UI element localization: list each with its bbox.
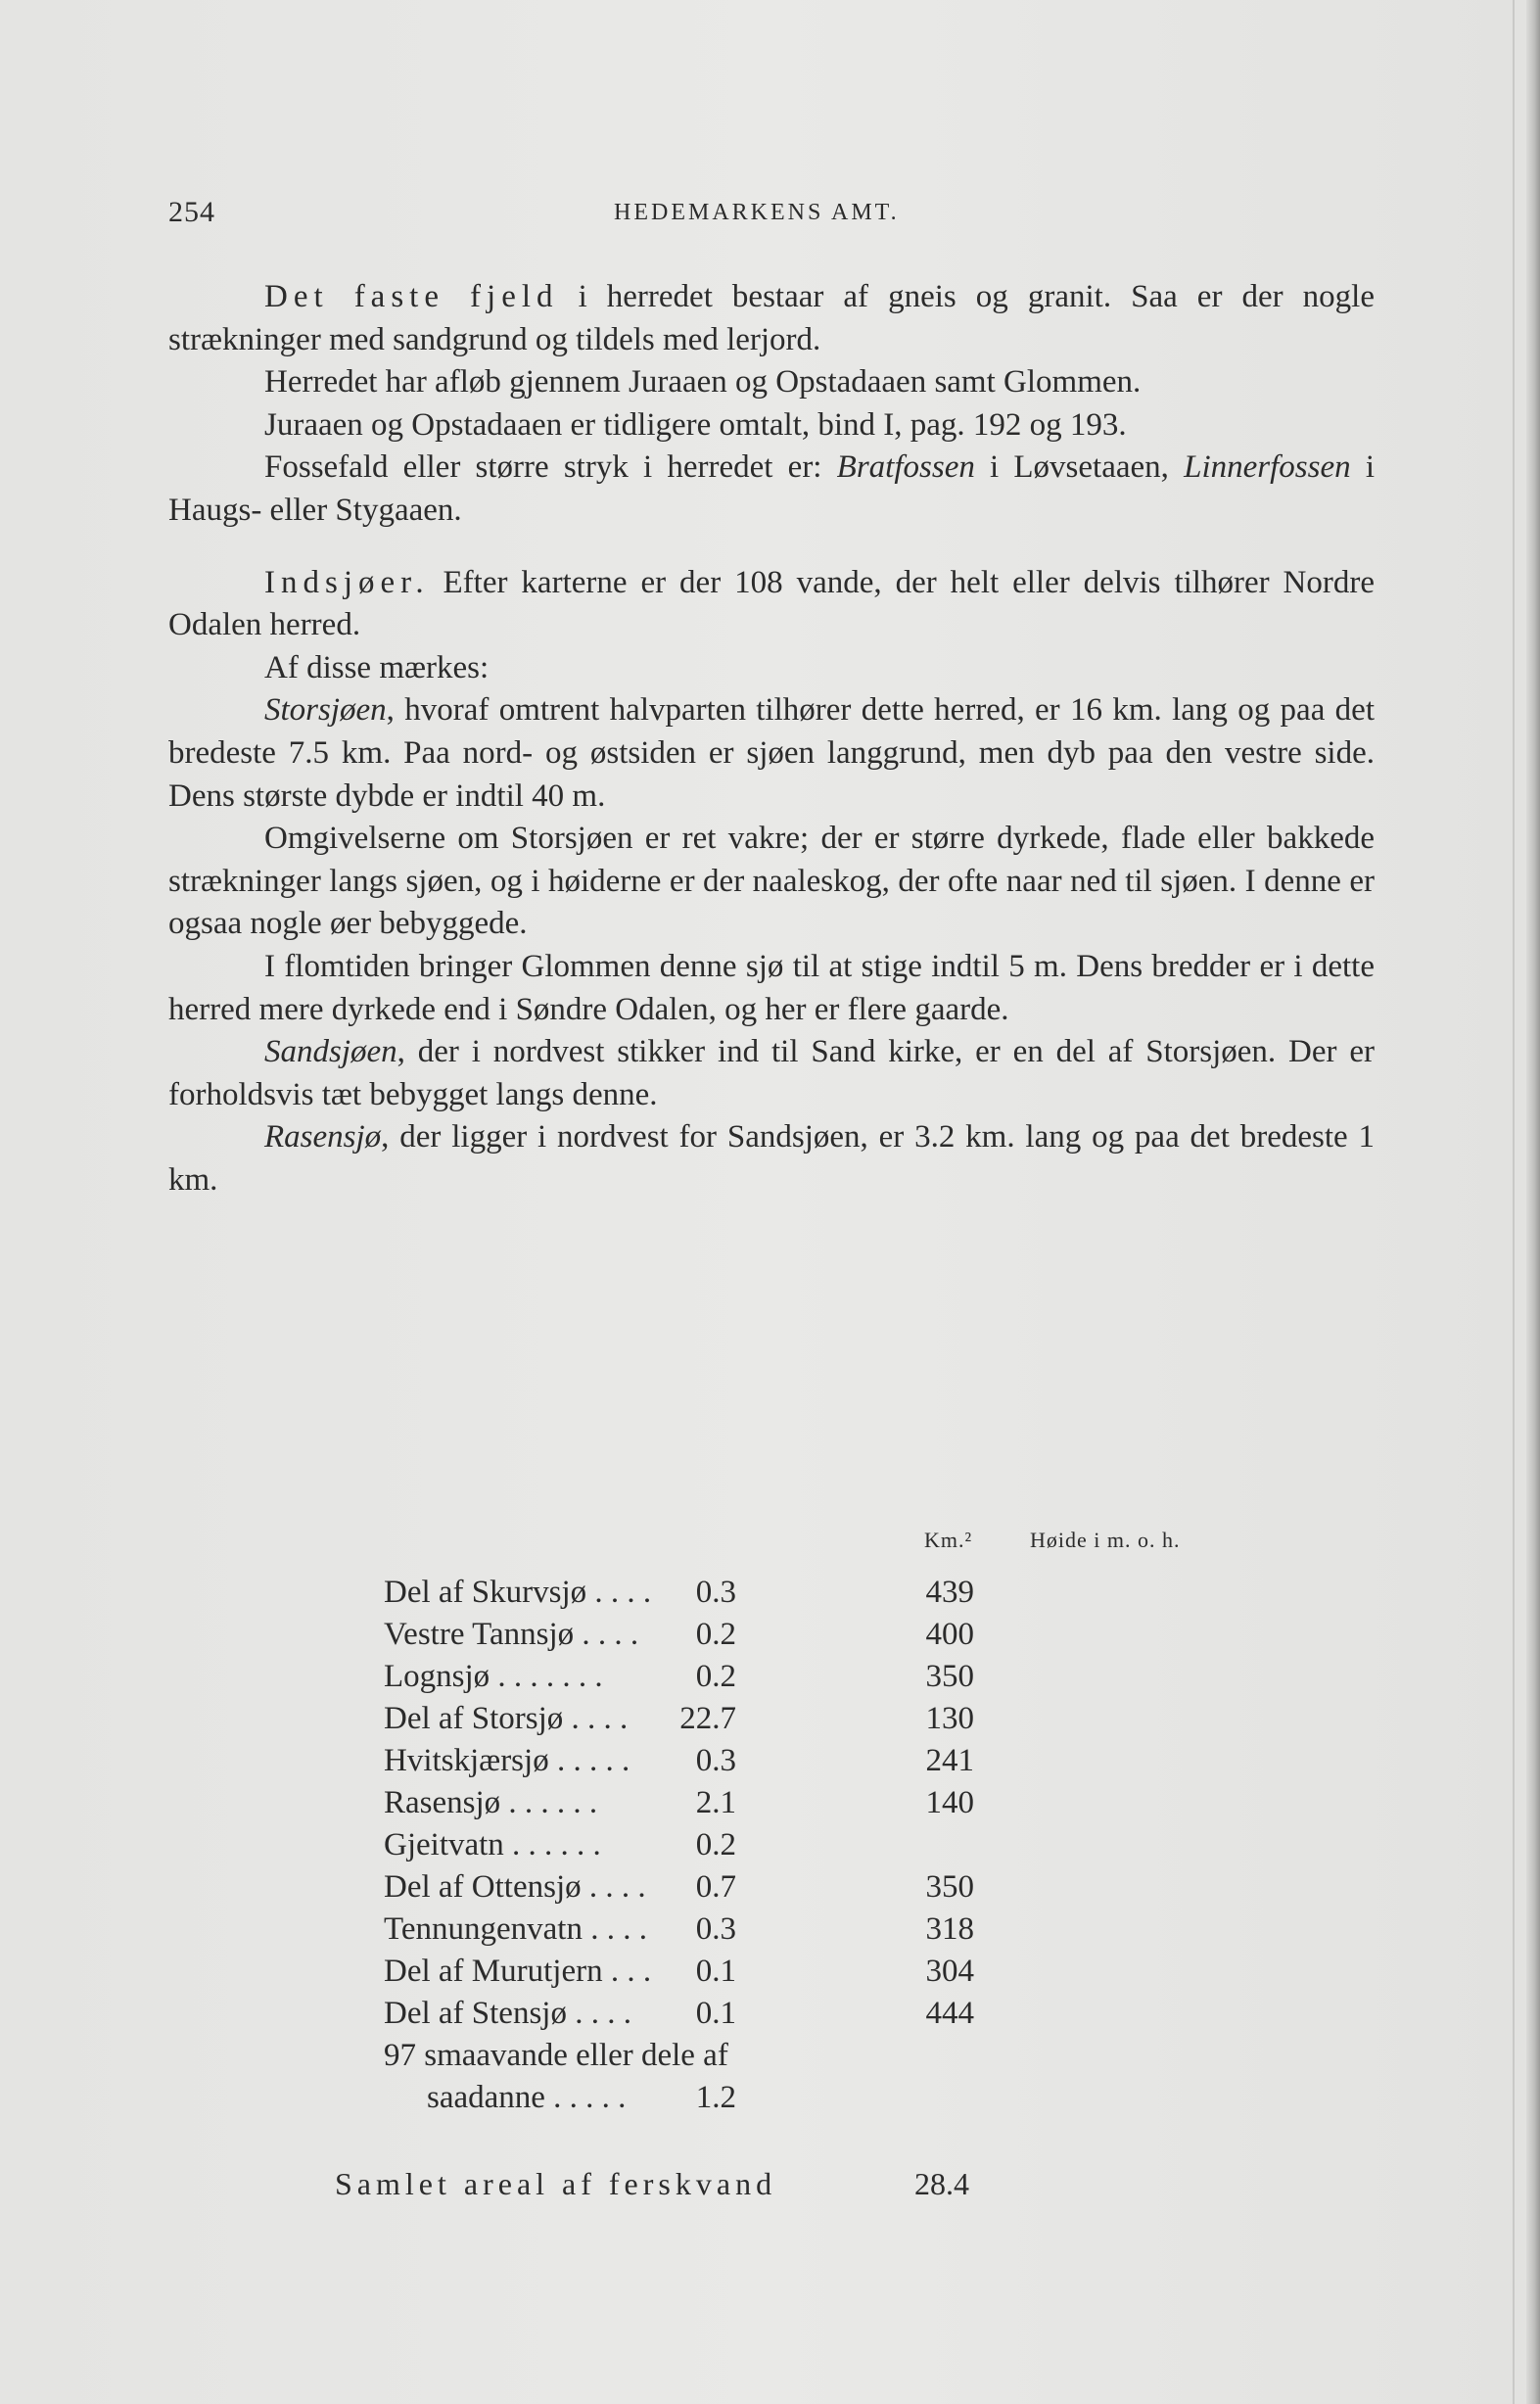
lake-name: Del af Storsjø . . . . <box>384 1701 629 1736</box>
paragraph-text: i Haugs- eller Stygaaen. <box>168 449 1375 528</box>
table-row <box>384 1659 1265 1701</box>
lake-name: Rasensjø . . . . . . <box>384 1785 598 1820</box>
paragraph-rasensjoe <box>168 1116 1375 1202</box>
page-edge-line <box>1513 0 1515 2404</box>
table-row <box>384 2038 1265 2080</box>
table-row <box>384 1743 1265 1785</box>
lake-name: Hvitskjærsjø . . . . . <box>384 1743 630 1778</box>
lake-area: 0.7 <box>695 1869 736 1905</box>
page-header <box>168 196 1373 235</box>
lake-height: 130 <box>925 1701 974 1736</box>
paragraph-text: Efter karterne er der 108 vande, der helt eller delvis tilhører Nordre Odalen herred. <box>168 564 1375 643</box>
spaced-heading: Indsjøer. <box>264 564 430 600</box>
table-row <box>384 1954 1265 1996</box>
lake-area: 1.2 <box>695 2080 736 2115</box>
italic-name: Rasensjø <box>264 1119 382 1155</box>
lake-height: 241 <box>925 1743 974 1778</box>
lake-name: saadanne . . . . . <box>427 2080 627 2115</box>
total-label: Samlet areal af ferskvand <box>335 2166 777 2201</box>
table-row <box>384 2080 1265 2122</box>
lake-area: 22.7 <box>679 1701 736 1736</box>
paragraph-fjeld <box>168 276 1375 361</box>
lake-area: 0.3 <box>695 1743 736 1778</box>
column-header-area: Km.² <box>924 1528 973 1552</box>
lake-height: 400 <box>925 1617 974 1652</box>
italic-name: Sandsjøen <box>264 1034 397 1070</box>
lake-area: 0.1 <box>695 1996 736 2031</box>
lake-height: 350 <box>925 1659 974 1694</box>
lake-name: Del af Ottensjø . . . . <box>384 1869 646 1905</box>
lake-height: 140 <box>925 1785 974 1820</box>
lake-area: 0.2 <box>695 1827 736 1862</box>
paragraph-afloeb: Herredet har afløb gjennem Juraaen og Opstadaaen samt Glommen. <box>264 364 1142 401</box>
lake-area: 0.3 <box>695 1911 736 1947</box>
paragraph-storsjoeen <box>168 689 1375 818</box>
lake-height: 304 <box>925 1954 974 1989</box>
column-header-height: Høide i m. o. h. <box>1030 1528 1181 1552</box>
paragraph-text: , der i nordvest stikker ind til Sand kirke, er en del af Storsjøen. Der er forholdsvis tæt bebygget langs denne. <box>168 1034 1375 1112</box>
table-row <box>384 1827 1265 1869</box>
paragraph-juraaen: Juraaen og Opstadaaen er tidligere omtalt, bind I, pag. 192 og 193. <box>264 406 1127 443</box>
italic-name: Storsjøen <box>264 692 387 729</box>
spaced-heading: Det faste fjeld <box>264 279 559 314</box>
running-title: HEDEMARKENS AMT. <box>614 200 900 225</box>
table-row <box>384 1617 1265 1659</box>
lake-area: 0.2 <box>695 1659 736 1694</box>
lake-height: 444 <box>925 1996 974 2031</box>
table-row <box>384 1785 1265 1827</box>
lake-name: Tennungenvatn . . . . <box>384 1911 647 1947</box>
paragraph-text: , der ligger i nordvest for Sandsjøen, er 3.2 km. lang og paa det bredeste 1 km. <box>168 1119 1375 1198</box>
page-edge <box>1526 0 1540 2404</box>
paragraph-indsjoeer <box>168 562 1375 647</box>
total-value: 28.4 <box>914 2166 969 2201</box>
body-text <box>168 276 1375 1202</box>
lake-name: Del af Stensjø . . . . <box>384 1996 631 2031</box>
lake-name: Del af Murutjern . . . <box>384 1954 652 1989</box>
paragraph-text: , hvoraf omtrent halvparten tilhører dette herred, er 16 km. lang og paa det bredeste 7.5 km. Paa nord- og østsiden er sjøen langgrund, men dyb paa den vestre side. Dens største dybde er indtil 40 m. <box>168 692 1375 814</box>
paragraph-text: i herredet bestaar af gneis og granit. Saa er der nogle strækninger med sandgrund og tildels med lerjord. <box>168 279 1375 357</box>
lake-name: Del af Skurvsjø . . . . <box>384 1575 652 1610</box>
lake-area: 0.2 <box>695 1617 736 1652</box>
lake-name: Lognsjø . . . . . . . <box>384 1659 603 1694</box>
italic-name: Linnerfossen <box>1184 449 1351 486</box>
table-row <box>384 1701 1265 1743</box>
paragraph-text: Fossefald eller større stryk i herredet er: <box>264 449 837 486</box>
table-row <box>384 1996 1265 2038</box>
lake-height: 318 <box>925 1911 974 1947</box>
paragraph-text: i Løvsetaaen, <box>974 449 1185 486</box>
lake-name: Gjeitvatn . . . . . . <box>384 1827 601 1862</box>
lake-area: 0.3 <box>695 1575 736 1610</box>
lake-area: 2.1 <box>695 1785 736 1820</box>
lake-name: Vestre Tannsjø . . . . <box>384 1617 639 1652</box>
lake-area: 0.1 <box>695 1954 736 1989</box>
table-row <box>384 1869 1265 1911</box>
paragraph-sandsjoeen <box>168 1031 1375 1116</box>
paragraph-maerkes: Af disse mærkes: <box>264 649 490 685</box>
paragraph-flomtiden: I flomtiden bringer Glommen denne sjø til at stige indtil 5 m. Dens bredder er i dette herred mere dyrkede end i Søndre Odalen, og her er flere gaarde. <box>168 948 1375 1027</box>
paragraph-omgivelserne: Omgivelserne om Storsjøen er ret vakre; der er større dyrkede, flade eller bakkede strækninger langs sjøen, og i høiderne er der naaleskog, der ofte naar ned til sjøen. I denne er ogsaa nogle øer bebyggede. <box>168 821 1375 942</box>
lake-name: 97 smaavande eller dele af <box>384 2038 728 2073</box>
table-row <box>384 1911 1265 1954</box>
paragraph-fossefald <box>168 447 1375 532</box>
page-number: 254 <box>168 196 215 228</box>
table-total <box>335 2166 1118 2202</box>
lake-table <box>384 1528 1265 2233</box>
table-row <box>384 1575 1265 1617</box>
lake-height: 439 <box>925 1575 974 1610</box>
italic-name: Bratfossen <box>836 449 975 486</box>
lake-height: 350 <box>925 1869 974 1905</box>
